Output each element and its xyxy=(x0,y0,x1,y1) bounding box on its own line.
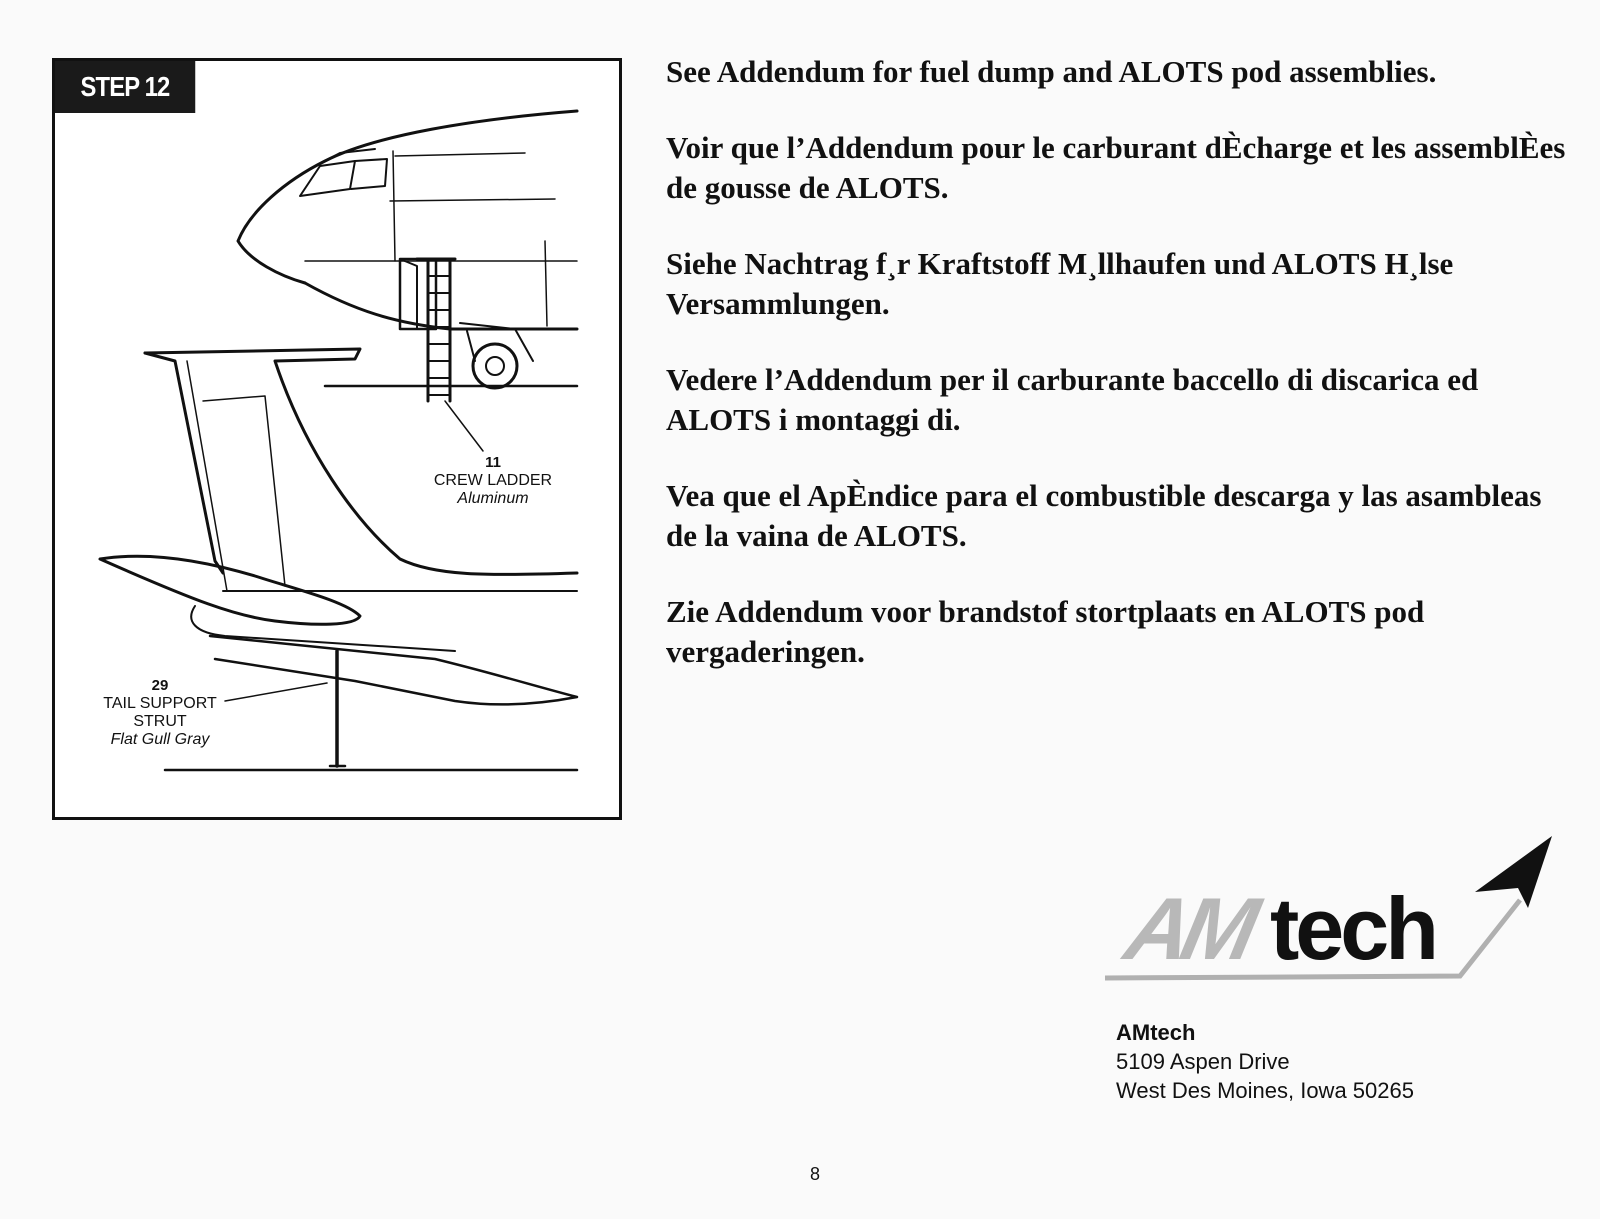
instruction-italian: Vedere l’Addendum per il carburante baccello di discarica ed ALOTS i montaggi di. xyxy=(666,362,1479,437)
part-number: 11 xyxy=(485,454,501,471)
page-number: 8 xyxy=(809,1164,820,1184)
instruction-text xyxy=(666,52,1566,708)
instruction-spanish: Vea que el ApÈndice para el combustible descarga y las asambleas de la vaina de ALOTS. xyxy=(666,478,1542,553)
part-finish: Aluminum xyxy=(457,490,529,507)
part-number: 29 xyxy=(151,677,169,694)
street-address: 5109 Aspen Drive xyxy=(1116,1049,1290,1074)
part-name-line1: TAIL SUPPORT xyxy=(103,695,217,712)
part-name: CREW LADDER xyxy=(433,472,553,489)
instruction-english: See Addendum for fuel dump and ALOTS pod assemblies. xyxy=(666,54,1437,89)
instruction-german: Siehe Nachtrag f¸r Kraftstoff M¸llhaufen und ALOTS H¸lse Versammlungen. xyxy=(666,246,1454,321)
callout-crew-ladder xyxy=(423,454,563,508)
company-name: AMtech xyxy=(1116,1020,1196,1045)
step-label: STEP 12 xyxy=(55,61,195,113)
callout-tail-support-strut xyxy=(85,677,235,749)
part-finish: Flat Gull Gray xyxy=(110,731,210,748)
amtech-logo xyxy=(1100,830,1560,990)
instruction-dutch: Zie Addendum voor brandstof stortplaats en ALOTS pod vergaderingen. xyxy=(666,594,1425,669)
logo-am-letters: AM xyxy=(1117,879,1260,978)
part-name-line2: STRUT xyxy=(133,713,187,730)
city-state-zip: West Des Moines, Iowa 50265 xyxy=(1116,1078,1414,1103)
step-figure xyxy=(52,58,622,820)
instruction-french: Voir que l’Addendum pour le carburant dÈcharge et les assemblÈes de gousse de ALOTS. xyxy=(666,130,1566,205)
logo-tech-letters: tech xyxy=(1270,879,1435,978)
company-address xyxy=(1116,1018,1414,1105)
